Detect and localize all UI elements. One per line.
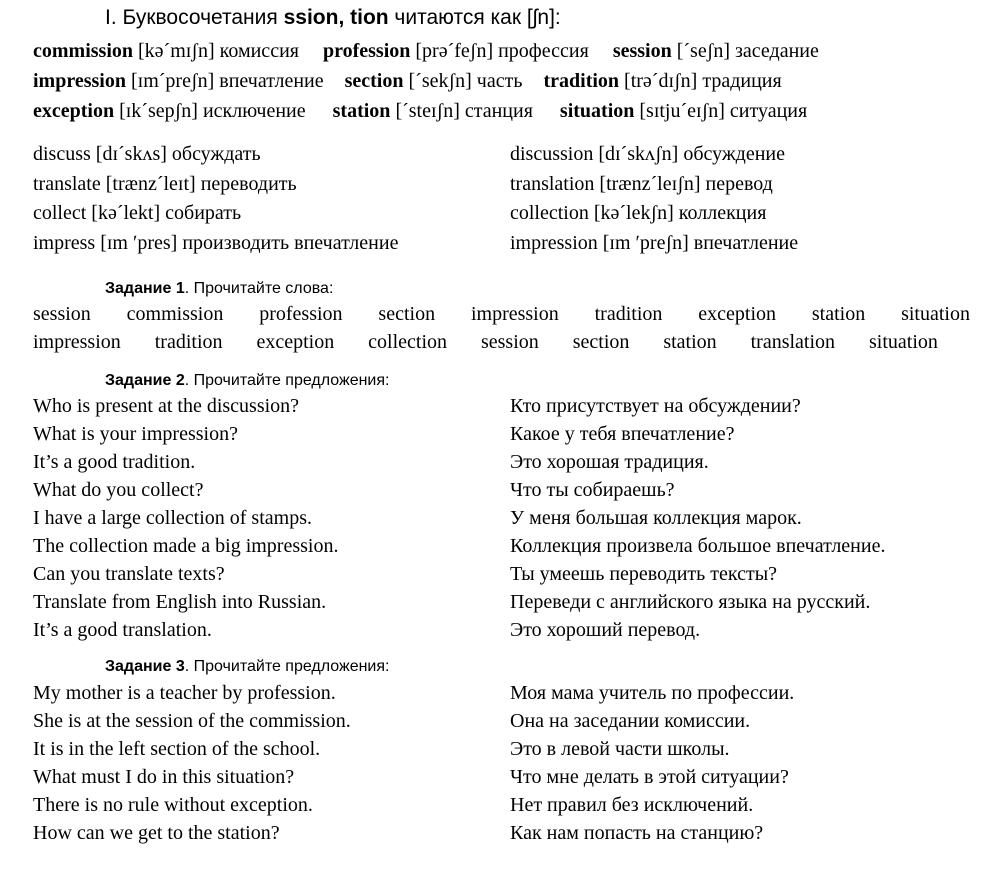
word: session [480, 331, 539, 353]
sentence-russian: Кто присутствует на обсуждении? [510, 395, 801, 417]
vocab-transcription: [´seʃn] заседание [671, 40, 819, 62]
title-letters: ssion, tion [283, 6, 389, 29]
vocab-entry [33, 70, 324, 92]
vocab-word: commission [33, 40, 133, 62]
sentence-english: It’s a good translation. [33, 619, 212, 641]
word: station [811, 303, 866, 325]
sentence-russian: Что ты собираешь? [510, 479, 675, 501]
sentence-russian: Это хорошая традиция. [510, 451, 709, 473]
sentence-russian: Она на заседании комиссии. [510, 710, 751, 732]
title-suffix: читаются как [ʃn]: [388, 6, 561, 29]
word: station [663, 331, 717, 353]
vocab-entry [323, 40, 589, 62]
sentence-english: The collection made a big impression. [33, 535, 339, 557]
sentence-russian: У меня большая коллекция марок. [510, 507, 802, 529]
sentence-english: Who is present at the discussion? [33, 395, 300, 417]
vocab-transcription: [prə´feʃn] профессия [410, 40, 589, 62]
vocab-transcription: [´steɪʃn] станция [390, 100, 533, 122]
vocab-entry [33, 40, 299, 62]
word: session [33, 303, 91, 325]
word: tradition [594, 303, 663, 325]
vocab-word: section [344, 70, 404, 92]
task2-heading [105, 372, 389, 390]
vocab-row [33, 70, 782, 93]
vocab-word: profession [322, 40, 411, 62]
vocab-transcription: [´sekʃn] часть [403, 70, 523, 92]
sentence-russian: Нет правил без исключений. [510, 794, 754, 816]
sentence-english: What is your impression? [33, 423, 238, 445]
word: impression [470, 303, 559, 325]
sentence-russian: Моя мама учитель по профессии. [510, 682, 795, 704]
task1-instruction: . Прочитайте слова: [184, 280, 334, 297]
sentence-russian: Коллекция произвела большое впечатление. [510, 535, 886, 557]
word: situation [869, 331, 938, 353]
vocab-entry [345, 70, 523, 92]
task1-words-line [33, 331, 938, 354]
sentence-russian: Переведи с английского языка на русский. [510, 591, 871, 613]
vocab-word: session [612, 40, 672, 62]
task1-words-line [33, 303, 970, 326]
word: translation [750, 331, 836, 353]
vocab-transcription: [sɪtju´eɪʃn] ситуация [634, 100, 808, 122]
word: section [378, 303, 436, 325]
task1-label: Задание 1 [105, 280, 185, 297]
sentence-english: My mother is a teacher by profession. [33, 682, 336, 704]
word-pair-right: translation [trænz´leɪʃn] перевод [510, 173, 773, 195]
word: collection [368, 331, 448, 353]
word-pair-left: impress [ɪm ʹpres] производить впечатление [33, 232, 399, 254]
word-pair-right: collection [kə´lekʃn] коллекция [510, 202, 767, 224]
sentence-english: It is in the left section of the school. [33, 738, 321, 760]
word: tradition [154, 331, 223, 353]
vocab-word: impression [33, 70, 126, 92]
task3-label: Задание 3 [105, 658, 185, 675]
vocab-transcription: [ɪm´preʃn] впечатление [125, 70, 324, 92]
word-pair-left: discuss [dɪ´skʌs] обсуждать [33, 143, 261, 165]
word: impression [33, 331, 121, 353]
sentence-english: I have a large collection of stamps. [33, 507, 312, 529]
word: profession [259, 303, 343, 325]
sentence-russian: Это в левой части школы. [510, 738, 730, 760]
vocab-entry [543, 70, 781, 92]
vocab-word: tradition [543, 70, 620, 92]
word: exception [698, 303, 776, 325]
sentence-english: There is no rule without exception. [33, 794, 313, 816]
word: section [572, 331, 630, 353]
vocab-transcription: [trə´dɪʃn] традиция [619, 70, 782, 92]
sentence-russian: Какое у тебя впечатление? [510, 423, 735, 445]
vocab-transcription: [kə´mɪʃn] комиссия [133, 40, 299, 62]
sentence-english: It’s a good tradition. [33, 451, 196, 473]
sentence-russian: Это хороший перевод. [510, 619, 701, 641]
word: exception [256, 331, 335, 353]
sentence-russian: Ты умеешь переводить тексты? [510, 563, 778, 585]
vocab-entry [560, 100, 807, 122]
vocab-row [33, 40, 819, 63]
vocab-transcription: [ɪk´sepʃn] исключение [114, 100, 306, 122]
sentence-russian: Что мне делать в этой ситуации? [510, 766, 789, 788]
vocab-entry [333, 100, 533, 122]
vocab-word: station [332, 100, 391, 122]
word: commission [126, 303, 224, 325]
word-pair-left: collect [kə´lekt] собирать [33, 202, 242, 224]
vocab-word: situation [559, 100, 635, 122]
vocab-word: exception [33, 100, 115, 122]
task3-heading [105, 658, 389, 676]
sentence-english: Can you translate texts? [33, 563, 225, 585]
task3-instruction: . Прочитайте предложения: [184, 658, 390, 675]
vocab-entry [613, 40, 819, 62]
task2-label: Задание 2 [105, 372, 185, 389]
vocab-entry [33, 100, 306, 122]
sentence-english: Translate from English into Russian. [33, 591, 327, 613]
word-pair-left: translate [trænz´leɪt] переводить [33, 173, 297, 195]
task2-instruction: . Прочитайте предложения: [184, 372, 390, 389]
sentence-russian: Как нам попасть на станцию? [510, 822, 764, 844]
task1-heading [105, 280, 333, 298]
title-prefix: I. Буквосочетания [105, 6, 284, 29]
word-pair-right: discussion [dɪ´skʌʃn] обсуждение [510, 143, 785, 165]
sentence-english: What do you collect? [33, 479, 204, 501]
sentence-english: She is at the session of the commission. [33, 710, 351, 732]
word: situation [901, 303, 970, 325]
sentence-english: What must I do in this situation? [33, 766, 295, 788]
vocab-row [33, 100, 807, 123]
section-title [105, 6, 561, 30]
sentence-english: How can we get to the station? [33, 822, 280, 844]
word-pair-right: impression [ɪm ʹpreʃn] впечатление [510, 232, 799, 254]
